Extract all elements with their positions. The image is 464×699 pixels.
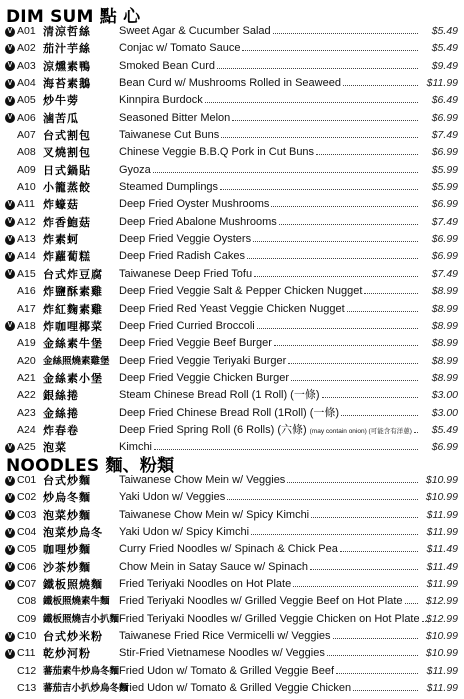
item-description: [119, 248, 420, 265]
noodles-heading-en: NOODLES: [6, 456, 100, 476]
item-code: A01: [17, 25, 36, 37]
menu-item-row: [0, 58, 464, 75]
item-description: [119, 179, 420, 196]
item-chinese-name: 咖哩炒麵: [43, 543, 91, 557]
menu-item-row: [0, 524, 464, 541]
item-code: A10: [17, 181, 36, 194]
item-price: $5.99: [431, 163, 458, 176]
item-chinese-name: 泡菜炒麵: [43, 508, 91, 522]
item-price: $9.49: [431, 59, 458, 72]
item-code: A08: [17, 146, 36, 159]
item-description: [119, 58, 420, 75]
item-price: $6.49: [431, 94, 458, 107]
dot-leader: [291, 379, 418, 381]
item-description: [119, 162, 420, 179]
menu-item-row: [0, 110, 464, 127]
menu-item-row: [0, 422, 464, 439]
item-price: $11.49: [426, 543, 458, 556]
vegetarian-icon: V: [5, 252, 15, 262]
noodles-list: [0, 472, 464, 697]
vegetarian-icon: V: [5, 113, 15, 123]
item-chinese-name: 叉燒割包: [43, 146, 91, 160]
item-code: A21: [17, 371, 36, 384]
menu-item-row: [0, 559, 464, 576]
item-chinese-name: 炸紅麴素雞: [43, 302, 103, 316]
item-code: C07: [17, 578, 37, 591]
item-description: [119, 611, 420, 628]
vegetarian-icon: V: [5, 632, 15, 642]
item-description: [119, 335, 420, 352]
item-description: [119, 214, 420, 231]
item-code: A17: [17, 302, 36, 315]
item-english-name: Kimchi: [119, 441, 153, 454]
vegetarian-icon: V: [5, 44, 15, 54]
item-price: $6.99: [431, 111, 458, 124]
item-english-name: Yaki Udon w/ Spicy Kimchi: [119, 526, 250, 539]
item-code: C05: [17, 543, 37, 556]
vegetarian-icon: V: [5, 649, 15, 659]
menu-item-row: [0, 628, 464, 645]
noodles-heading-cn: 麵、粉類: [105, 456, 175, 476]
dot-leader: [316, 153, 418, 155]
dot-leader: [274, 344, 418, 346]
item-code: A22: [17, 389, 36, 402]
item-price: $6.99: [431, 441, 458, 454]
item-code: C10: [17, 630, 37, 643]
item-description: [119, 231, 420, 248]
item-price: $8.99: [431, 337, 458, 350]
vegetarian-icon: V: [5, 235, 15, 245]
dot-leader: [343, 84, 418, 86]
item-english-name: Fried Teriyaki Noodles w/ Grilled Veggie Beef on Hot Plate: [119, 595, 403, 608]
item-description: [119, 663, 420, 680]
item-description: [119, 628, 420, 645]
dot-leader: [347, 310, 418, 312]
dot-leader: [310, 568, 418, 570]
item-chinese-name: 炸香鮑菇: [43, 215, 91, 229]
dot-leader: [405, 602, 419, 604]
vegetarian-icon: V: [5, 476, 15, 486]
menu-item-row: [0, 335, 464, 352]
item-chinese-name: 乾炒河粉: [43, 647, 91, 661]
item-chinese-name: 金絲素小堡: [43, 371, 103, 385]
item-code: C03: [17, 508, 37, 521]
item-english-name: Steam Chinese Bread Roll (1 Roll) (一條): [119, 389, 320, 402]
item-description: [119, 559, 420, 576]
item-description: [119, 541, 420, 558]
item-chinese-name: 炒牛蒡: [43, 94, 79, 108]
item-code: A16: [17, 285, 36, 298]
item-code: A18: [17, 319, 36, 332]
vegetarian-icon: V: [5, 200, 15, 210]
item-english-name: Fried Teriyaki Noodles on Hot Plate: [119, 578, 292, 591]
item-english-name: Deep Fried Veggie Salt & Pepper Chicken Nugget: [119, 285, 363, 298]
dot-leader: [333, 637, 418, 639]
item-english-name: Deep Fried Veggie Teriyaki Burger: [119, 354, 287, 367]
item-chinese-name: 台式炒麵: [43, 474, 91, 487]
dot-leader: [279, 223, 418, 225]
item-english-name: Deep Fried Veggie Beef Burger: [119, 337, 272, 350]
item-code: A11: [17, 198, 35, 211]
item-price: $5.99: [431, 181, 458, 194]
menu-item-row: [0, 387, 464, 404]
item-code: A15: [17, 267, 36, 280]
menu-item-row: [0, 318, 464, 335]
item-code: A12: [17, 215, 36, 228]
dim-sum-list: [0, 23, 464, 457]
item-english-name: Deep Fried Veggie Oysters: [119, 233, 252, 246]
dot-leader: [154, 448, 418, 450]
item-english-name: Taiwanese Fried Rice Vermicelli w/ Veggies: [119, 630, 331, 643]
item-price: $12.99: [425, 595, 458, 608]
dot-leader: [311, 516, 418, 518]
item-description: [119, 196, 420, 213]
dim-sum-heading-cn: 點 心: [99, 7, 141, 27]
menu-item-row: [0, 231, 464, 248]
item-description: [119, 507, 420, 524]
menu-item-row: [0, 353, 464, 370]
item-description: [119, 75, 420, 92]
dot-leader: [327, 654, 418, 656]
item-code: C12: [17, 664, 37, 677]
item-english-name: Seasoned Bitter Melon: [119, 111, 231, 124]
item-chinese-name: 金絲捲: [43, 406, 79, 420]
item-price: $6.99: [431, 250, 458, 263]
item-english-name: Fried Teriyaki Noodles w/ Grilled Veggie Chicken on Hot Plate: [119, 612, 420, 625]
item-chinese-name: 涼燻素鴨: [43, 59, 91, 73]
item-price: $11.99: [426, 682, 458, 695]
item-price: $10.99: [425, 630, 458, 643]
dot-leader: [336, 672, 418, 674]
menu-item-row: [0, 92, 464, 109]
dot-leader: [271, 205, 418, 207]
item-description: [119, 370, 420, 387]
item-code: A13: [17, 233, 36, 246]
item-english-name: Kinnpira Burdock: [119, 94, 203, 107]
item-code: C09: [17, 612, 37, 625]
item-description: [119, 40, 420, 57]
item-chinese-name: 金絲照燒素雞堡: [43, 355, 110, 367]
item-chinese-name: 滷苦瓜: [43, 111, 79, 125]
item-code: C01: [17, 474, 37, 486]
item-code: A07: [17, 129, 36, 142]
item-english-name: Deep Fried Red Yeast Veggie Chicken Nugget: [119, 302, 345, 315]
item-code: A02: [17, 42, 36, 55]
dot-leader: [232, 119, 418, 121]
item-description: [119, 645, 420, 662]
dot-leader: [153, 171, 418, 173]
item-english-name: Deep Fried Curried Broccoli: [119, 319, 255, 332]
item-chinese-name: 炸蠔菇: [43, 198, 79, 212]
menu-item-row: [0, 23, 464, 40]
item-description: [119, 576, 420, 593]
item-english-name: Deep Fried Radish Cakes: [119, 250, 245, 263]
item-chinese-name: 台式割包: [43, 129, 91, 143]
item-english-name: Conjac w/ Tomato Sauce: [119, 42, 241, 55]
menu-item-row: [0, 576, 464, 593]
menu-item-row: [0, 179, 464, 196]
menu-item-row: [0, 507, 464, 524]
vegetarian-icon: V: [5, 580, 15, 590]
item-price: $10.99: [425, 491, 458, 504]
menu-item-row: [0, 40, 464, 57]
item-code: A09: [17, 163, 36, 176]
dot-leader: [340, 550, 418, 552]
item-chinese-name: 銀絲捲: [43, 389, 79, 403]
item-chinese-name: 蕃茄素牛炒烏冬麵: [43, 665, 120, 677]
item-code: A04: [17, 77, 36, 90]
item-code: C11: [17, 647, 36, 660]
item-price: $8.99: [431, 371, 458, 384]
dot-leader: [341, 414, 418, 416]
item-chinese-name: 炸春卷: [43, 423, 79, 437]
item-english-name: Yaki Udon w/ Veggies: [119, 491, 226, 504]
item-description: [119, 593, 420, 610]
vegetarian-icon: V: [5, 493, 15, 503]
menu-item-row: [0, 472, 464, 489]
vegetarian-icon: V: [5, 528, 15, 538]
menu-item-row: [0, 144, 464, 161]
item-chinese-name: 台式炒米粉: [43, 630, 103, 644]
item-english-name: Smoked Bean Curd: [119, 59, 215, 72]
item-english-name: Deep Fried Abalone Mushrooms: [119, 215, 277, 228]
vegetarian-icon: V: [5, 269, 15, 279]
vegetarian-icon: V: [5, 79, 15, 89]
item-chinese-name: 泡菜炒烏冬: [43, 526, 103, 540]
vegetarian-icon: V: [5, 545, 15, 555]
item-chinese-name: 炸蘿蔔糕: [43, 250, 91, 264]
item-price: $8.99: [431, 302, 458, 315]
dot-leader: [221, 136, 418, 138]
item-chinese-name: 炒烏冬麵: [43, 491, 91, 505]
item-chinese-name: 海苔素鵝: [43, 77, 91, 91]
item-price: $11.99: [426, 664, 458, 677]
menu-item-row: [0, 645, 464, 662]
item-price: $11.99: [426, 578, 458, 591]
item-description: [119, 23, 420, 40]
dot-leader: [287, 481, 418, 483]
dot-leader: [251, 533, 418, 535]
item-note: (may contain onion) (可能含有洋蔥): [309, 427, 412, 435]
item-description: [119, 127, 420, 144]
item-description: [119, 353, 420, 370]
item-code: A05: [17, 94, 36, 107]
item-description: [119, 92, 420, 109]
item-english-name: Taiwanese Cut Buns: [119, 129, 220, 142]
item-code: C13: [17, 682, 37, 695]
item-chinese-name: 小籠蒸餃: [43, 181, 91, 195]
item-chinese-name: 鐵板照燒素牛麵: [43, 596, 110, 608]
item-price: $11.99: [426, 77, 458, 90]
item-english-name: Gyoza: [119, 163, 151, 176]
item-price: $6.99: [431, 146, 458, 159]
menu-item-row: [0, 301, 464, 318]
vegetarian-icon: V: [5, 562, 15, 572]
item-code: A03: [17, 59, 36, 72]
dot-leader: [247, 257, 418, 259]
dot-leader: [227, 498, 418, 500]
item-english-name: Taiwanese Chow Mein w/ Spicy Kimchi: [119, 508, 310, 521]
item-chinese-name: 鐵板照燒麵: [43, 578, 103, 592]
item-price: $7.49: [431, 215, 458, 228]
item-code: A06: [17, 111, 36, 124]
dot-leader: [242, 49, 418, 51]
item-english-name: Chow Mein in Satay Sauce w/ Spinach: [119, 560, 308, 573]
item-english-name: Fried Udon w/ Tomato & Grilled Veggie Beef: [119, 664, 335, 677]
item-english-name: Taiwanese Deep Fried Tofu: [119, 267, 253, 280]
vegetarian-icon: V: [5, 510, 15, 520]
item-chinese-name: 鐵板照燒吉小扒麵: [43, 613, 120, 625]
item-english-name: Steamed Dumplings: [119, 181, 219, 194]
item-price: $11.99: [426, 508, 458, 521]
item-description: [119, 524, 420, 541]
menu-item-row: [0, 75, 464, 92]
item-price: $10.99: [425, 647, 458, 660]
dot-leader: [205, 101, 418, 103]
item-description: [119, 144, 420, 161]
dot-leader: [288, 362, 418, 364]
item-english-name: Deep Fried Oyster Mushrooms: [119, 198, 270, 211]
item-chinese-name: 炸素蚵: [43, 233, 79, 247]
item-code: C02: [17, 491, 37, 504]
item-description: [119, 266, 420, 283]
item-english-name: Fried Udon w/ Tomato & Grilled Veggie Chicken: [119, 682, 352, 695]
item-price: $7.49: [431, 129, 458, 142]
menu-item-row: [0, 127, 464, 144]
menu-item-row: [0, 663, 464, 680]
vegetarian-icon: V: [5, 321, 15, 331]
dot-leader: [273, 32, 418, 34]
menu-item-row: [0, 248, 464, 265]
item-price: $11.99: [426, 526, 458, 539]
item-description: [119, 422, 420, 440]
dim-sum-heading-en: DIM SUM: [6, 7, 94, 27]
dot-leader: [253, 240, 418, 242]
item-description: [119, 472, 420, 489]
item-description: [119, 110, 420, 127]
item-code: A19: [17, 337, 36, 350]
item-chinese-name: 茄汁芋絲: [43, 42, 91, 56]
item-chinese-name: 金絲素牛堡: [43, 337, 103, 351]
dot-leader: [322, 396, 418, 398]
item-code: A20: [17, 354, 36, 367]
item-english-name: Chinese Veggie B.B.Q Pork in Cut Buns: [119, 146, 315, 159]
item-price: $12.99: [425, 612, 458, 625]
item-price: $8.99: [431, 354, 458, 367]
item-description: [119, 680, 420, 697]
item-description: [119, 283, 420, 300]
item-english-name: Taiwanese Chow Mein w/ Veggies: [119, 474, 286, 486]
item-english-name: Sweet Agar & Cucumber Salad: [119, 25, 271, 37]
dot-leader: [257, 327, 418, 329]
item-code: C08: [17, 595, 37, 608]
item-chinese-name: 台式炸豆腐: [43, 267, 103, 281]
item-chinese-name: 炸鹽酥素雞: [43, 285, 103, 299]
vegetarian-icon: V: [5, 443, 15, 453]
menu-item-row: [0, 266, 464, 283]
item-description: [119, 387, 420, 404]
item-code: A25: [17, 441, 36, 454]
item-price: $6.99: [431, 233, 458, 246]
menu-item-row: [0, 593, 464, 610]
item-price: $11.49: [426, 560, 458, 573]
item-code: A23: [17, 406, 36, 419]
item-code: A24: [17, 423, 36, 436]
dot-leader: [217, 67, 418, 69]
vegetarian-icon: V: [5, 96, 15, 106]
item-price: $10.99: [425, 474, 458, 486]
item-english-name: Deep Fried Spring Roll (6 Rolls) (六條): [119, 423, 307, 436]
item-chinese-name: 泡菜: [43, 441, 67, 455]
item-description: [119, 489, 420, 506]
menu-item-row: [0, 680, 464, 697]
item-description: [119, 318, 420, 335]
dot-leader: [353, 689, 418, 691]
item-price: $6.99: [431, 198, 458, 211]
item-price: $3.00: [431, 406, 458, 419]
item-chinese-name: 日式鍋貼: [43, 163, 91, 177]
dot-leader: [364, 292, 418, 294]
menu-item-row: [0, 489, 464, 506]
menu-item-row: [0, 162, 464, 179]
menu-item-row: [0, 196, 464, 213]
menu-item-row: [0, 214, 464, 231]
item-code: C04: [17, 526, 37, 539]
menu-item-row: [0, 370, 464, 387]
item-chinese-name: 炸咖哩椰菜: [43, 319, 103, 333]
item-english-name: Bean Curd w/ Mushrooms Rolled in Seaweed: [119, 77, 341, 90]
item-english-name: Deep Fried Chinese Bread Roll (1Roll) (一條): [119, 406, 340, 419]
dot-leader: [220, 188, 418, 190]
item-chinese-name: 蕃茄吉小扒炒烏冬麵: [43, 683, 129, 695]
item-price: $8.99: [431, 319, 458, 332]
menu-item-row: [0, 611, 464, 628]
menu-item-row: [0, 405, 464, 422]
item-price: $5.49: [431, 42, 458, 55]
item-english-name: Curry Fried Noodles w/ Spinach & Chick Pea: [119, 543, 338, 556]
menu-item-row: [0, 541, 464, 558]
item-price: $3.00: [431, 389, 458, 402]
dot-leader: [293, 585, 418, 587]
item-price: $7.49: [431, 267, 458, 280]
item-price: $8.99: [431, 285, 458, 298]
item-description: [119, 301, 420, 318]
vegetarian-icon: V: [5, 27, 15, 37]
dot-leader: [254, 275, 418, 277]
vegetarian-icon: V: [5, 217, 15, 227]
item-price: $5.49: [431, 25, 458, 37]
vegetarian-icon: V: [5, 61, 15, 71]
item-code: C06: [17, 560, 37, 573]
menu-item-row: [0, 283, 464, 300]
item-price: $5.49: [431, 423, 458, 436]
item-chinese-name: 清涼哲絲: [43, 25, 91, 38]
item-english-name: Deep Fried Veggie Chicken Burger: [119, 371, 289, 384]
item-chinese-name: 沙茶炒麵: [43, 560, 91, 574]
item-description: [119, 405, 420, 422]
item-english-name: Stir-Fried Vietnamese Noodles w/ Veggies: [119, 647, 325, 660]
item-code: A14: [17, 250, 36, 263]
